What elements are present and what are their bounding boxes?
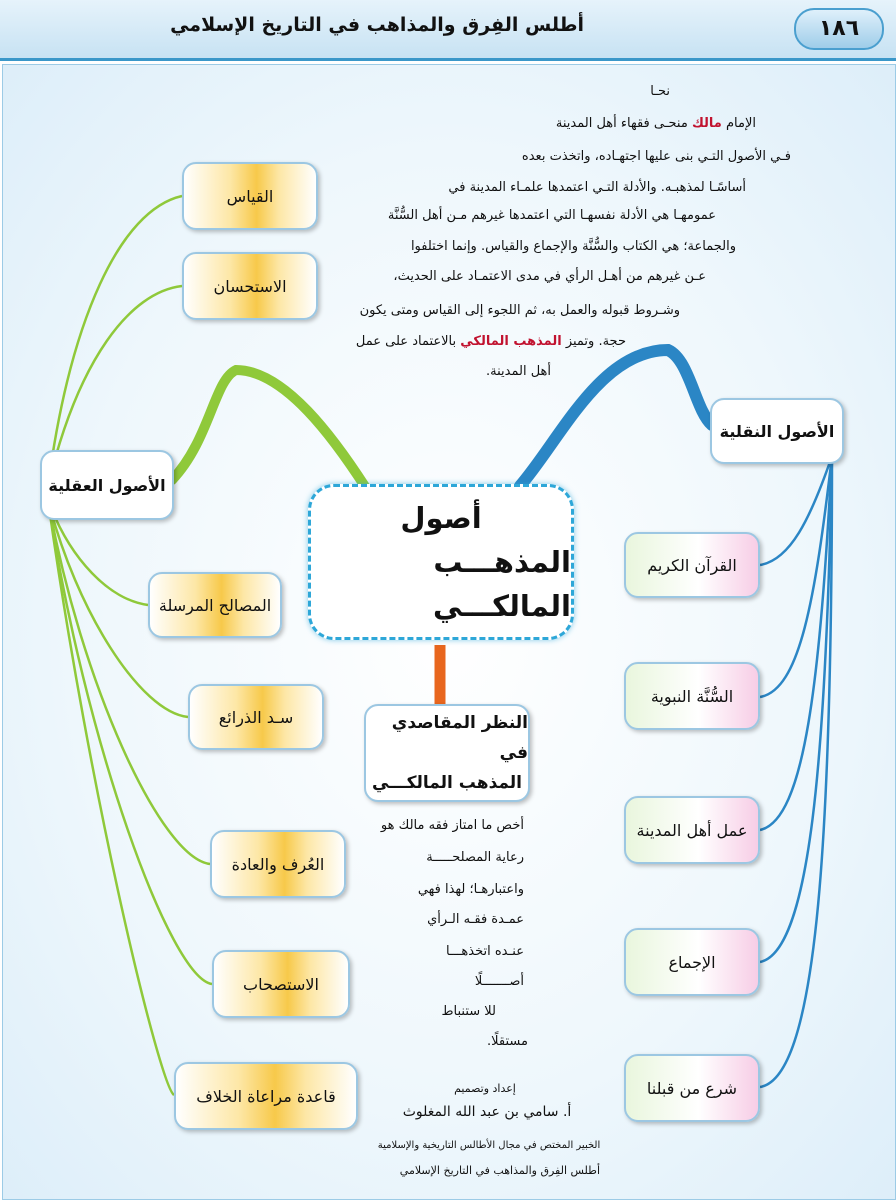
connector-right-item [760, 456, 832, 830]
maqasid-line: رعاية المصلحـــــة [426, 850, 524, 865]
intro-line: فـي الأصول التـي بنى عليها اجتهـاده، واتخذت بعده [521, 149, 791, 164]
maqasid-title-line2: المذهب المالكـــي [371, 773, 523, 793]
connector-center-left [172, 370, 366, 488]
left-item-qiyas: القياس [182, 162, 318, 230]
left-item-istishab: الاستصحاب [212, 950, 350, 1018]
maqasid-line: مستقلًا. [487, 1034, 528, 1049]
left-hub-rational-sources: الأصول العقلية [40, 450, 174, 520]
left-item-khilaf: قاعدة مراعاة الخلاف [174, 1062, 358, 1130]
connector-left-item [48, 500, 210, 864]
intro-line: وشـروط قبوله والعمل به، ثم اللجوء إلى القياس ومتى يكون [359, 303, 680, 318]
left-item-urf: العُرف والعادة [210, 830, 346, 898]
maqasid-line: للا ستنباط [441, 1004, 496, 1019]
right-item-ijma: الإجماع [624, 928, 760, 996]
central-node [308, 484, 574, 640]
intro-line: الإمام مالك منحـى فقهاء أهل المدينة [555, 116, 756, 131]
right-hub-transmitted-sources: الأصول النقلية [710, 398, 844, 464]
page-number: ١٨٦ [794, 8, 884, 50]
maqasid-line: أصـــــــلًا [474, 974, 524, 989]
connector-right-item [760, 456, 832, 1087]
right-item-sunnah: السُّنَّة النبوية [624, 662, 760, 730]
credit-book: أطلس الفِرق والمذاهب في التاريخ الإسلامي [399, 1164, 600, 1177]
intro-line: أساسًـا لمذهبـه. والأدلة التـي اعتمدها علمـاء المدينة في [448, 180, 746, 195]
maqasid-line: عمـدة فقـه الـرأي [427, 912, 524, 927]
maqasid-line: عنـده اتخذهـــا [446, 944, 524, 959]
header-title: أطلس الفِرق والمذاهب في التاريخ الإسلامي [170, 14, 584, 36]
central-title-line1: أصول [400, 501, 482, 535]
credit-author: أ. سامي بن عبد الله المغلوث [402, 1104, 572, 1120]
maqasid-node [364, 704, 530, 802]
right-item-amal-madinah: عمل أهل المدينة [624, 796, 760, 864]
intro-line: عـن غيرهم من أهـل الرأي في مدى الاعتمـاد على الحديث، [393, 269, 706, 284]
left-item-sadd-dharai: سـد الذرائع [188, 684, 324, 750]
left-item-masalih: المصالح المرسلة [148, 572, 282, 638]
right-item-quran: القرآن الكريم [624, 532, 760, 598]
intro-line: حجة. وتميز المذهب المالكي بالاعتماد على عمل [355, 334, 626, 349]
maqasid-title-line1: النظر المقاصدي في [391, 713, 528, 763]
credit-prepared: إعداد وتصميم [454, 1082, 516, 1095]
intro-line: عمومهـا هي الأدلة نفسهـا التي اعتمدها غيرهم مـن أهل السُّنَّة [387, 208, 716, 223]
credit-role: الخبير المختص في مجال الأطالس التاريخية والإسلامية [377, 1140, 601, 1151]
connector-left-item [48, 196, 182, 486]
connector-right-item [760, 456, 832, 565]
intro-line: أهل المدينة. [486, 364, 551, 379]
central-title-line2: المذهـــب المالكـــي [433, 545, 571, 623]
connector-right-item [760, 456, 832, 697]
maqasid-line: أخص ما امتاز فقه مالك هو [380, 818, 524, 833]
intro-line: والجماعة؛ هي الكتاب والسُّنَّة والإجماع والقياس. وإنما اختلفوا [410, 239, 736, 254]
left-item-istihsan: الاستحسان [182, 252, 318, 320]
maqasid-line: واعتبارهـا؛ لهذا فهي [417, 882, 524, 897]
right-item-shar-man-qablana: شرع من قبلنا [624, 1054, 760, 1122]
intro-line: نحـا [650, 84, 670, 99]
